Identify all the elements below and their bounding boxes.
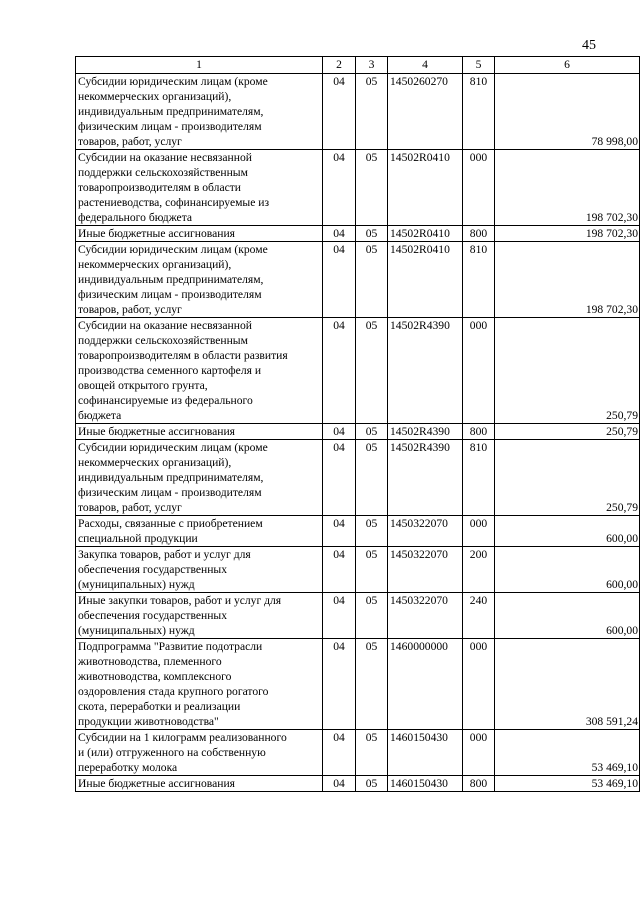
section-code-cell: 04 <box>323 593 356 639</box>
row-name-cell: Иные закупки товаров, работ и услуг для обеспечения государственных (муниципальных) нужд <box>76 593 323 639</box>
header-cell: 1 <box>76 57 323 74</box>
target-article-cell: 1460150430 <box>388 730 463 776</box>
budget-table <box>75 56 640 792</box>
expense-type-cell: 000 <box>463 150 495 226</box>
table-row <box>76 424 640 440</box>
amount-cell: 600,00 <box>495 547 640 593</box>
section-code-cell: 04 <box>323 639 356 730</box>
subsection-code-cell: 05 <box>356 242 388 318</box>
subsection-code-cell: 05 <box>356 547 388 593</box>
amount-cell: 198 702,30 <box>495 150 640 226</box>
target-article-cell: 1450322070 <box>388 593 463 639</box>
subsection-code-cell: 05 <box>356 593 388 639</box>
amount-cell: 53 469,10 <box>495 776 640 792</box>
amount-cell: 53 469,10 <box>495 730 640 776</box>
row-name-cell: Субсидии юридическим лицам (кроме некоммерческих организаций), индивидуальным предпринимателям, физическим лицам - производителям товаров, работ, услуг <box>76 242 323 318</box>
table-row <box>76 150 640 226</box>
expense-type-cell: 000 <box>463 639 495 730</box>
subsection-code-cell: 05 <box>356 150 388 226</box>
page-number: 45 <box>582 38 596 53</box>
amount-cell: 250,79 <box>495 318 640 424</box>
row-name-cell: Субсидии на 1 килограмм реализованного и (или) отгруженного на собственную переработку молока <box>76 730 323 776</box>
table-row <box>76 776 640 792</box>
table-row <box>76 226 640 242</box>
subsection-code-cell: 05 <box>356 776 388 792</box>
target-article-cell: 14502R0410 <box>388 226 463 242</box>
row-name-cell: Иные бюджетные ассигнования <box>76 424 323 440</box>
table-row <box>76 639 640 730</box>
section-code-cell: 04 <box>323 74 356 150</box>
table-row <box>76 547 640 593</box>
table-header-row <box>76 57 640 74</box>
section-code-cell: 04 <box>323 226 356 242</box>
table-row <box>76 440 640 516</box>
section-code-cell: 04 <box>323 730 356 776</box>
subsection-code-cell: 05 <box>356 226 388 242</box>
subsection-code-cell: 05 <box>356 516 388 547</box>
expense-type-cell: 240 <box>463 593 495 639</box>
amount-cell: 308 591,24 <box>495 639 640 730</box>
target-article-cell: 1460150430 <box>388 776 463 792</box>
expense-type-cell: 000 <box>463 730 495 776</box>
table-row <box>76 593 640 639</box>
subsection-code-cell: 05 <box>356 639 388 730</box>
expense-type-cell: 810 <box>463 74 495 150</box>
expense-type-cell: 800 <box>463 776 495 792</box>
expense-type-cell: 000 <box>463 516 495 547</box>
row-name-cell: Подпрограмма "Развитие подотрасли животноводства, племенного животноводства, комплексного оздоровления стада крупного рогатого скота, переработки и реализации продукции животноводства" <box>76 639 323 730</box>
target-article-cell: 14502R4390 <box>388 318 463 424</box>
expense-type-cell: 800 <box>463 226 495 242</box>
subsection-code-cell: 05 <box>356 730 388 776</box>
table-row <box>76 730 640 776</box>
row-name-cell: Субсидии на оказание несвязанной поддержки сельскохозяйственным товаропроизводителям в области развития производства семенного картофеля и овощей открытого грунта, софинансируемые из федерального бюджета <box>76 318 323 424</box>
section-code-cell: 04 <box>323 150 356 226</box>
target-article-cell: 14502R4390 <box>388 440 463 516</box>
subsection-code-cell: 05 <box>356 74 388 150</box>
section-code-cell: 04 <box>323 547 356 593</box>
target-article-cell: 1450260270 <box>388 74 463 150</box>
amount-cell: 198 702,30 <box>495 226 640 242</box>
table-row <box>76 516 640 547</box>
row-name-cell: Субсидии юридическим лицам (кроме некоммерческих организаций), индивидуальным предпринимателям, физическим лицам - производителям товаров, работ, услуг <box>76 440 323 516</box>
target-article-cell: 1450322070 <box>388 516 463 547</box>
row-name-cell: Иные бюджетные ассигнования <box>76 226 323 242</box>
expense-type-cell: 800 <box>463 424 495 440</box>
expense-type-cell: 810 <box>463 242 495 318</box>
amount-cell: 250,79 <box>495 440 640 516</box>
section-code-cell: 04 <box>323 516 356 547</box>
subsection-code-cell: 05 <box>356 424 388 440</box>
target-article-cell: 14502R0410 <box>388 242 463 318</box>
row-name-cell: Закупка товаров, работ и услуг для обеспечения государственных (муниципальных) нужд <box>76 547 323 593</box>
table-row <box>76 318 640 424</box>
subsection-code-cell: 05 <box>356 318 388 424</box>
header-cell: 5 <box>463 57 495 74</box>
row-name-cell: Субсидии юридическим лицам (кроме некоммерческих организаций), индивидуальным предпринимателям, физическим лицам - производителям товаров, работ, услуг <box>76 74 323 150</box>
section-code-cell: 04 <box>323 440 356 516</box>
amount-cell: 600,00 <box>495 593 640 639</box>
expense-type-cell: 000 <box>463 318 495 424</box>
subsection-code-cell: 05 <box>356 440 388 516</box>
target-article-cell: 1460000000 <box>388 639 463 730</box>
table-row <box>76 74 640 150</box>
header-cell: 6 <box>495 57 640 74</box>
header-cell: 4 <box>388 57 463 74</box>
header-cell: 2 <box>323 57 356 74</box>
section-code-cell: 04 <box>323 242 356 318</box>
row-name-cell: Иные бюджетные ассигнования <box>76 776 323 792</box>
amount-cell: 600,00 <box>495 516 640 547</box>
expense-type-cell: 810 <box>463 440 495 516</box>
section-code-cell: 04 <box>323 776 356 792</box>
row-name-cell: Расходы, связанные с приобретением специальной продукции <box>76 516 323 547</box>
expense-type-cell: 200 <box>463 547 495 593</box>
target-article-cell: 14502R4390 <box>388 424 463 440</box>
section-code-cell: 04 <box>323 318 356 424</box>
amount-cell: 250,79 <box>495 424 640 440</box>
table-row <box>76 242 640 318</box>
row-name-cell: Субсидии на оказание несвязанной поддержки сельскохозяйственным товаропроизводителям в области растениеводства, софинансируемые из федерального бюджета <box>76 150 323 226</box>
section-code-cell: 04 <box>323 424 356 440</box>
target-article-cell: 14502R0410 <box>388 150 463 226</box>
amount-cell: 198 702,30 <box>495 242 640 318</box>
header-cell: 3 <box>356 57 388 74</box>
target-article-cell: 1450322070 <box>388 547 463 593</box>
amount-cell: 78 998,00 <box>495 74 640 150</box>
